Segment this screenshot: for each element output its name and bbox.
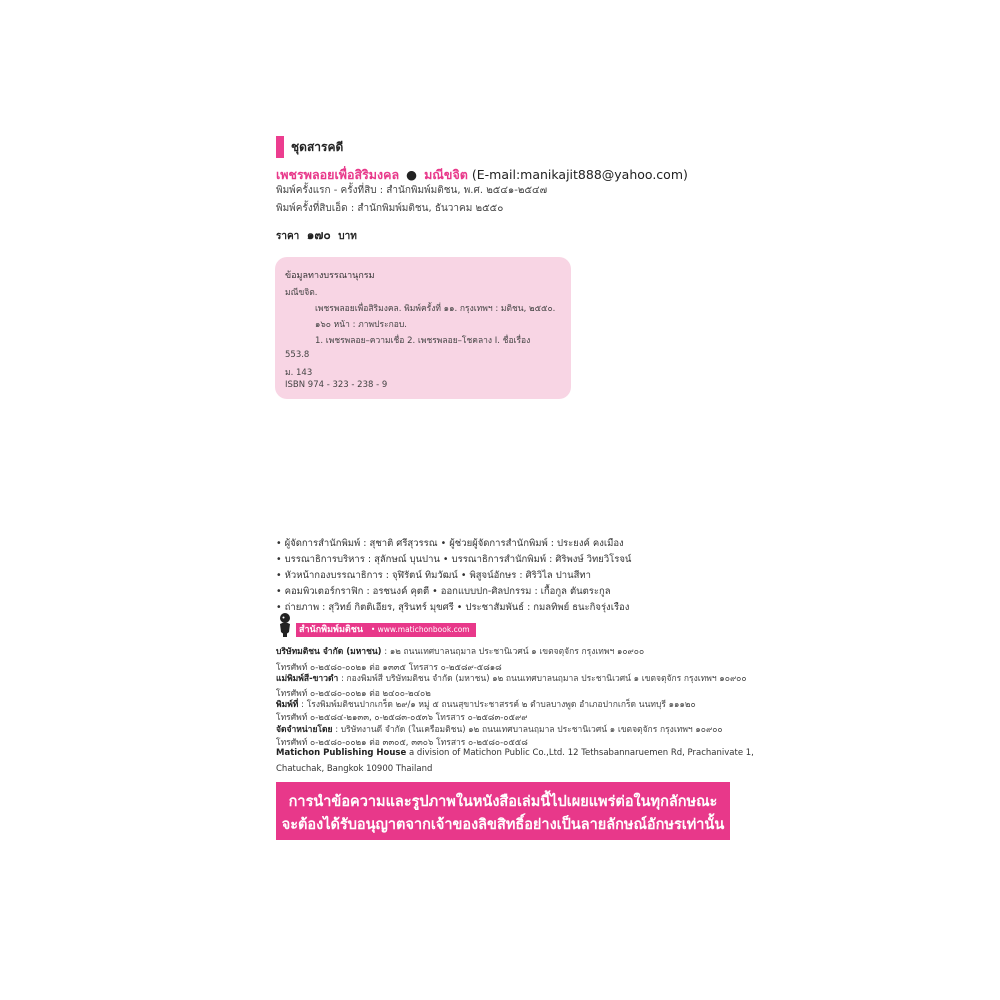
- address-detail: โทรศัพท์ ๐-๒๕๘๐-๐๐๒๑ ต่อ ๒๔๐๐-๒๔๐๒: [276, 689, 431, 699]
- price-value: ๑๗๐: [306, 228, 331, 242]
- staff-line-3: • หัวหน้ากองบรรณาธิการ : จุฬิรัตน์ ทิมวัฒน์ • พิสูจน์อักษร : ศิริวิไล ปานสีทา: [276, 570, 591, 581]
- catalog-entry-1: เพชรพลอยเพื่อสิริมงคล. พิมพ์ครั้งที่ ๑๑. กรุงเทพฯ : มติชน, ๒๕๕๐.: [315, 304, 556, 314]
- printing-history-1: พิมพ์ครั้งแรก - ครั้งที่สิบ : สำนักพิมพ์มติชน, พ.ศ. ๒๕๔๑-๒๕๔๗: [276, 185, 548, 196]
- catalog-box: [275, 257, 571, 399]
- address-line: [276, 722, 723, 736]
- catalog-isbn: ISBN 974 - 323 - 238 - 9: [285, 380, 388, 390]
- publisher-logo-icon: [277, 612, 293, 638]
- address-detail: : ๑๒ ถนนเทศบาลนฤมาล ประชานิเวศน์ ๑ เขตจตุจักร กรุงเทพฯ ๑๐๙๐๐: [381, 647, 645, 657]
- copyright-notice: [276, 782, 730, 840]
- address-detail: : โรงพิมพ์มติชนปากเกร็ด ๒๙/๑ หมู่ ๕ ถนนสุขาประชาสรรค์ ๒ ตำบลบางพูด อำเภอปากเกร็ด นนทบุรี ๑๑๑๒๐: [298, 700, 696, 710]
- catalog-entry-3: 1. เพชรพลอย–ความเชื่อ 2. เพชรพลอย–โชคลาง I. ชื่อเรื่อง: [315, 336, 531, 346]
- address-line: [276, 735, 528, 749]
- address-company: จัดจำหน่ายโดย: [276, 725, 333, 735]
- address-company: พิมพ์ที่: [276, 700, 299, 710]
- price-unit: บาท: [338, 231, 357, 242]
- english-publisher-name: Matichon Publishing House: [276, 748, 407, 758]
- address-line: [276, 697, 696, 711]
- copyright-line-1: การนำข้อความและรูปภาพในหนังสือเล่มนี้ไปเผยแพร่ต่อในทุกลักษณะ: [288, 794, 718, 810]
- address-line: [276, 671, 747, 685]
- staff-line-4: • คอมพิวเตอร์กราฟิก : อรชนงค์ คุตตี • ออกแบบปก-ศิลปกรรม : เกื้อกูล ตันตระกูล: [276, 586, 611, 597]
- price-label: ราคา: [276, 231, 300, 242]
- publisher-banner: [296, 623, 476, 637]
- catalog-classno: 553.8: [285, 350, 310, 360]
- address-company: บริษัทมติชน จำกัด (มหาชน): [276, 647, 382, 657]
- series-label: ชุดสารคดี: [291, 140, 344, 154]
- address-detail: โทรศัพท์ ๐-๒๕๘๐-๐๐๒๑ ต่อ ๓๓๐๕, ๓๓๐๖ โทรสาร ๐-๒๕๘๐-๐๕๕๘: [276, 738, 528, 748]
- author-name: มณีขจิต: [424, 167, 468, 182]
- copyright-line-2: จะต้องได้รับอนุญาตจากเจ้าของลิขสิทธิ์อย่างเป็นลายลักษณ์อักษรเท่านั้น: [281, 817, 725, 833]
- price-line: [276, 226, 357, 245]
- catalog-cutter: ม. 143: [285, 368, 313, 378]
- address-detail: : บริษัทงานดี จำกัด (ในเครือมติชน) ๑๒ ถนนเทศบาลนฤมาล ประชานิเวศน์ ๑ เขตจตุจักร กรุงเทพฯ ๑๐๙๐๐: [332, 725, 723, 735]
- english-address-line-1: [276, 748, 754, 758]
- english-address-line-2: Chatuchak, Bangkok 10900 Thailand: [276, 764, 433, 774]
- address-detail: โทรศัพท์ ๐-๒๕๘๐-๐๐๒๑ ต่อ ๑๓๓๕ โทรสาร ๐-๒๕๘๙-๕๘๑๘: [276, 663, 502, 673]
- address-detail: : กองพิมพ์สี บริษัทมติชน จำกัด (มหาชน) ๑๒ ถนนเทศบาลนฤมาล ประชานิเวศน์ ๑ เขตจตุจักร กรุงเทพฯ ๑๐๙๐๐: [338, 674, 747, 684]
- address-company: แม่พิมพ์สี-ขาวดำ: [276, 674, 339, 684]
- bullet-separator: ●: [406, 167, 418, 182]
- printing-history-2: พิมพ์ครั้งที่สิบเอ็ด : สำนักพิมพ์มติชน, ธันวาคม ๒๕๕๐: [276, 203, 504, 214]
- staff-line-2: • บรรณาธิการบริหาร : สุลักษณ์ บุนปาน • บรรณาธิการสำนักพิมพ์ : ศิริพงษ์ วิทยวิโรจน์: [276, 554, 632, 565]
- publisher-website: • www.matichonbook.com: [370, 625, 470, 634]
- author-email: (E-mail:manikajit888@yahoo.com): [471, 167, 688, 182]
- catalog-heading: ข้อมูลทางบรรณานุกรม: [285, 271, 375, 281]
- staff-line-1: • ผู้จัดการสำนักพิมพ์ : สุชาติ ศรีสุวรรณ • ผู้ช่วยผู้จัดการสำนักพิมพ์ : ประยงค์ คงเมือง: [276, 538, 624, 549]
- book-title: เพชรพลอยเพื่อสิริมงคล: [276, 167, 400, 182]
- english-address-detail: a division of Matichon Public Co.,Ltd. 12 Tethsabannaruemen Rd, Prachanivate 1,: [406, 748, 754, 758]
- publisher-name: สำนักพิมพ์มติชน: [299, 625, 363, 635]
- catalog-entry-2: ๑๖๐ หน้า : ภาพประกอบ.: [315, 320, 407, 330]
- address-line: [276, 644, 644, 658]
- address-detail: โทรศัพท์ ๐-๒๕๘๔-๒๑๓๓, ๐-๒๕๘๓-๐๕๓๖ โทรสาร ๐-๒๕๘๓-๐๕๙๙: [276, 713, 528, 723]
- title-line: [276, 165, 688, 185]
- series-accent-bar: [276, 136, 284, 158]
- staff-line-5: • ถ่ายภาพ : สุวิทย์ กิตติเอียร, สุรินทร์ มุขศรี • ประชาสัมพันธ์ : กมลทิพย์ ธนะกิจรุ่งเรือง: [276, 602, 630, 613]
- catalog-author: มณีขจิต.: [285, 288, 318, 298]
